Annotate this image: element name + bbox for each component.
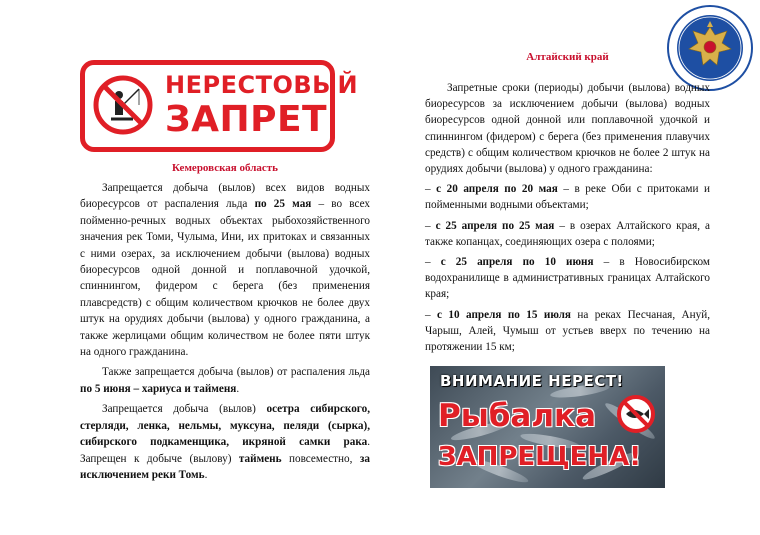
paragraph [80, 180, 370, 360]
bold-run: таймень [238, 452, 282, 465]
text-run: . [204, 468, 208, 481]
bold-run: по 5 июня – хариуса и тайменя [80, 382, 237, 395]
bold-run: за исключением реки Томь [80, 452, 371, 481]
dash: – [425, 308, 438, 321]
poster-title: Рыбалка [438, 398, 596, 434]
list-item [425, 181, 710, 213]
fishing-banned-poster [430, 366, 665, 488]
date-range: с 10 апреля по 15 июля [437, 308, 571, 321]
text-run: – во всех пойменно-речных водных объектах рыбохозяйственного значения рек Томи, Чулыма, Ини, их притоках и связанных с ними озерах, за исключением добычи (вылова) водных биоресурсов одной донной и поплавочной удочкой, спиннингом, фидером с берега (без применения плавсредств) с общим количеством крючков не более двух штук на орудиях добычи (вылова) у одного гражданина, а также жерлицами общим количеством не более пяти штук на одного гражданина. [80, 198, 370, 359]
item-text: на реках Песчаная, Ануй, Чарыш, Алей, Чумыш от устьев вверх по течению на протяжении 15 км; [425, 308, 710, 354]
text-run: повсеместно, [281, 452, 360, 465]
list-item [425, 307, 710, 356]
spawning-ban-logo [80, 60, 359, 152]
poster-warning: ВНИМАНИЕ НЕРЕСТ! [440, 372, 624, 390]
paragraph [80, 364, 370, 397]
text-run: . [236, 382, 240, 395]
date-range: с 20 апреля по 20 мая [436, 183, 558, 196]
list-item [425, 218, 710, 250]
region-heading-altai: Алтайский край [526, 51, 609, 63]
no-fish-icon [616, 394, 656, 434]
bold-run: по 25 мая [254, 198, 312, 211]
poster-subtitle: ЗАПРЕЩЕНА! [438, 442, 642, 472]
date-range: с 25 апреля по 10 июня [440, 256, 594, 269]
item-text: – в реке Оби с притоками и пойменными водными объектами; [425, 183, 711, 212]
text-run: Также запрещается добыча (вылов) от распаления льда [102, 366, 370, 379]
altai-rules-text [425, 80, 710, 355]
list-item [425, 254, 710, 303]
text-run: . Запрещен к добыче (вылову) [80, 436, 370, 465]
text-run: Запрещается добыча (вылов) всех видов водных биоресурсов от распаления льда [80, 182, 370, 211]
paragraph [80, 401, 370, 483]
logo-line-2: ЗАПРЕТ [165, 99, 328, 140]
date-range: с 25 апреля по 25 мая [435, 219, 555, 232]
region-heading-kemerovo: Кемеровская область [172, 162, 278, 174]
bold-run: осетра сибирского, стерляди, ленка, нельмы, муксуна, пеляди (сырка), сибирского подкаменщика, икряной самки рака [80, 403, 370, 449]
intro-paragraph: Запретные сроки (периоды) добычи (вылова) водных биоресурсов за исключением добычи (вылова) водных биоресурсов одной донной или поплавочной удочкой и спиннингом (фидером) с берега (без применения плавучих средств) с общим количеством крючков не более 2 штук на орудиях добычи (вылова) у одного гражданина: [425, 82, 710, 176]
agency-emblem-icon [667, 5, 753, 91]
kemerovo-rules-text [80, 180, 370, 487]
dash: – [425, 183, 437, 196]
item-text: – в Новосибирском водохранилище в административных границах Алтайского края; [425, 256, 710, 301]
item-text: – в озерах Алтайского края, а также копанцах, соединяющих озера с полоями; [425, 219, 711, 248]
dash: – [425, 219, 436, 232]
no-fishing-icon [93, 75, 153, 135]
dash: – [425, 256, 441, 269]
logo-line-1: НЕРЕСТОВЫЙ [165, 71, 359, 99]
text-run: Запрещается добыча (вылов) [102, 403, 267, 416]
